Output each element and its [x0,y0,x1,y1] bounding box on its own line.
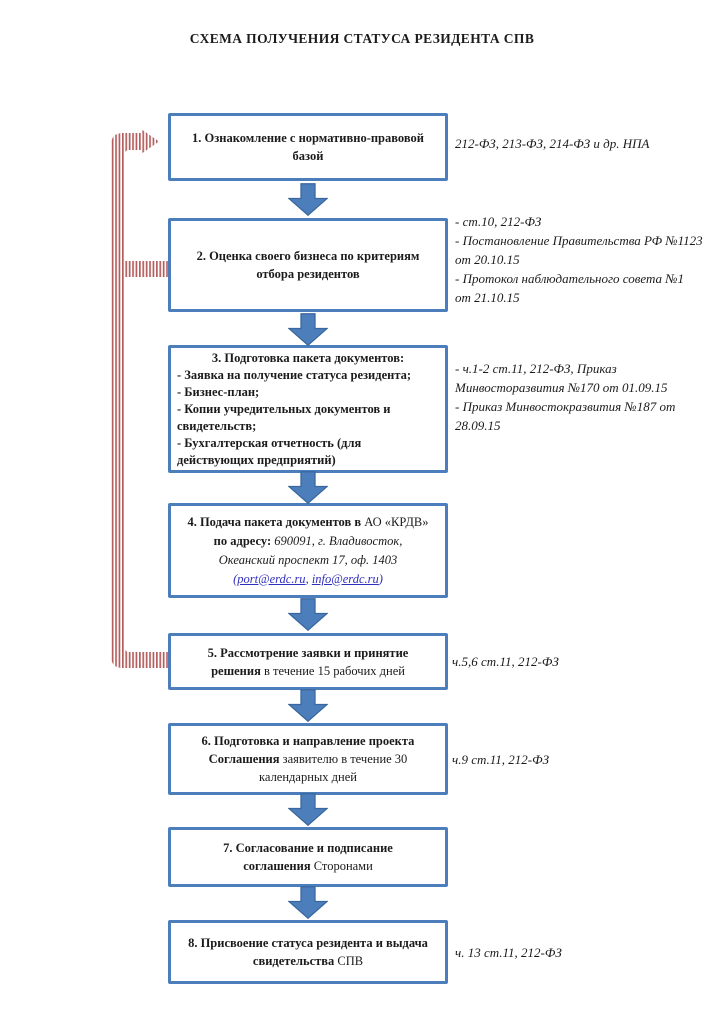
step-8-text: 8. Присвоение статуса резидента и выдача свидетельства СПВ [188,936,428,968]
block-arrow-down-icon [288,598,328,631]
step-8-box [168,920,448,984]
annotation-line: - Постановление Правительства РФ №1123 от 20.10.15 [455,233,703,267]
step-4-line-1: 4. Подача пакета документов в АО «КРДВ» [187,514,429,529]
step-3-item: - Бухгалтерская отчетность (для действующих предприятий) [177,435,362,467]
block-arrow-down-icon [288,183,328,216]
step-3-item: - Бизнес-план; [177,384,260,399]
step-2-box [168,218,448,312]
annotation-step-2 [455,212,703,307]
step-6-box [168,723,448,795]
page-title: СХЕМА ПОЛУЧЕНИЯ СТАТУСА РЕЗИДЕНТА СПВ [189,31,535,46]
email-link-info[interactable]: info@erdc.ru [311,571,379,586]
block-arrow-down-icon [288,793,328,826]
step-5-box [168,633,448,690]
striped-return-arrow-icon [105,128,170,675]
step-4-line-3: Океанский проспект 17, оф. 1403 [218,552,398,567]
step-1-box [168,113,448,181]
annotation-step-8: ч. 13 ст.11, 212-ФЗ [455,945,562,960]
annotation-step-5: ч.5,6 ст.11, 212-ФЗ [452,654,559,669]
step-1-text: 1. Ознакомление с нормативно-правовой базой [192,131,424,163]
block-arrow-down-icon [288,689,328,722]
annotation-step-1: 212-ФЗ, 213-ФЗ, 214-ФЗ и др. НПА [455,136,650,151]
step-4-line-4: (port@erdc.ru, info@erdc.ru) [233,571,383,586]
annotation-line: - ст.10, 212-ФЗ [455,214,542,229]
step-2-text: 2. Оценка своего бизнеса по критериям отбора резидентов [196,249,420,281]
step-3-item: - Заявка на получение статуса резидента; [177,367,412,382]
step-5-text: 5. Рассмотрение заявки и принятие решения в течение 15 рабочих дней [207,645,409,678]
step-7-box [168,827,448,887]
annotation-line: - Протокол наблюдательного совета №1 от 21.10.15 [455,271,685,305]
block-arrow-down-icon [288,471,328,504]
annotation-step-3 [455,359,707,435]
annotation-line: - ч.1-2 ст.11, 212-ФЗ, Приказ Минвосторазвития №170 от 01.09.15 [455,361,668,395]
step-4-line-2: по адресу: 690091, г. Владивосток, [213,533,403,548]
annotation-step-6: ч.9 ст.11, 212-ФЗ [452,752,550,767]
step-3-item: - Копии учредительных документов и свидетельств; [177,401,391,433]
block-arrow-down-icon [288,313,328,346]
block-arrow-down-icon [288,886,328,919]
step-6-text: 6. Подготовка и направление проекта Соглашения заявителю в течение 30 календарных дней [201,734,415,784]
step-7-text: 7. Согласование и подписание соглашения Сторонами [223,841,393,873]
step-3-header: 3. Подготовка пакета документов: [211,350,405,365]
email-link-port[interactable]: port@erdc.ru [237,571,306,586]
step-4-box [168,503,448,598]
annotation-line: - Приказ Минвостокразвития №187 от 28.09.15 [455,399,676,433]
step-3-box [168,345,448,473]
